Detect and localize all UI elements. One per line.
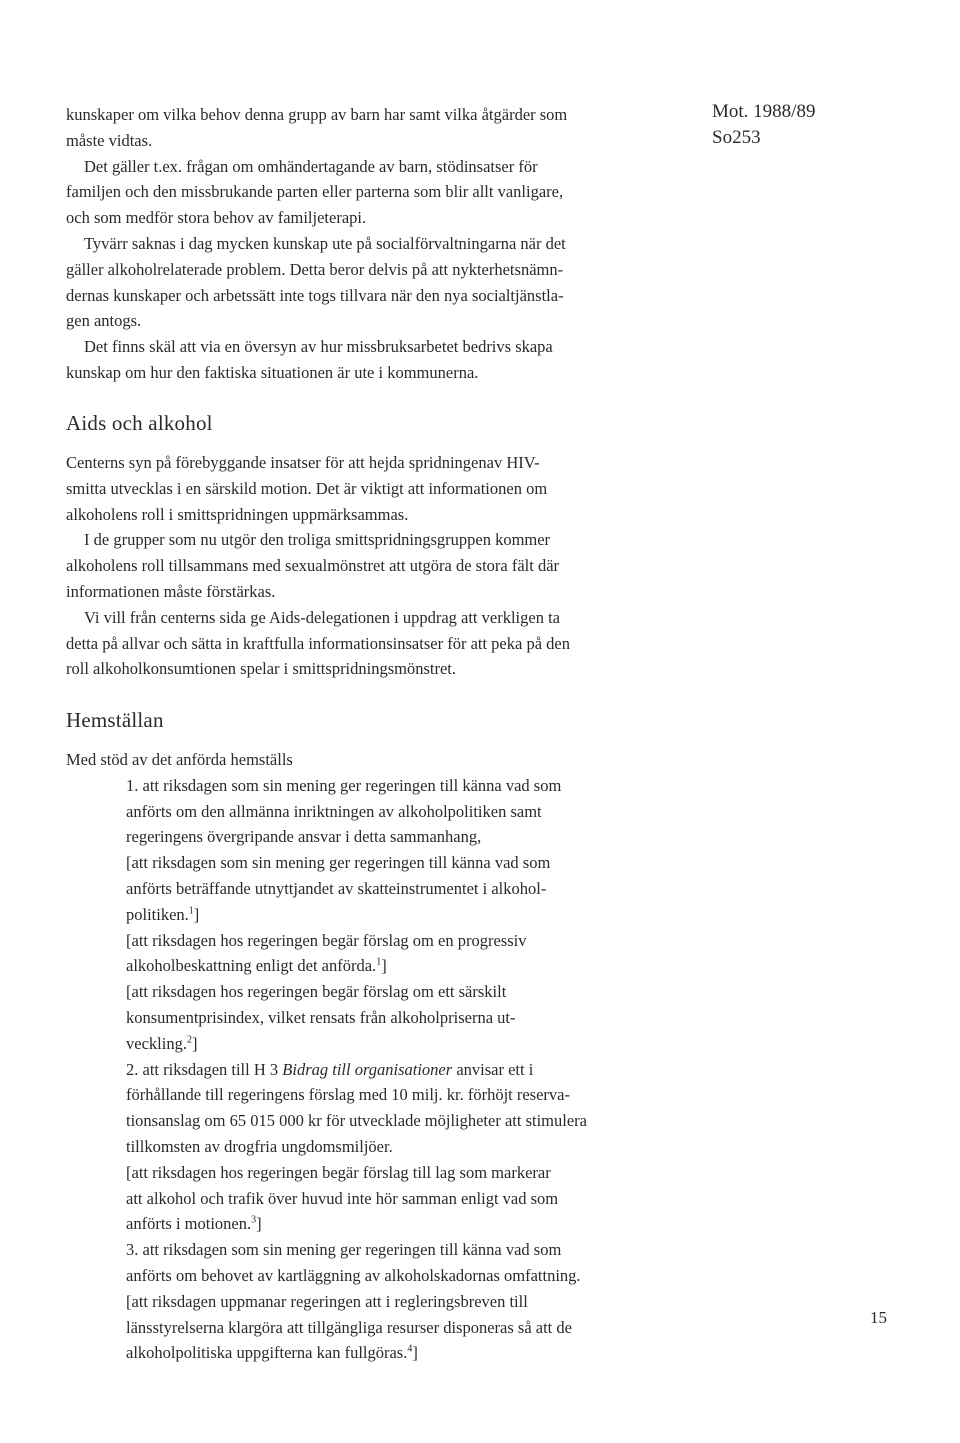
text-line: detta på allvar och sätta in kraftfulla informationsinsatser för att peka på den xyxy=(66,633,570,653)
hemstallan-intro: Med stöd av det anförda hemställs xyxy=(66,750,293,769)
hemstallan-section xyxy=(66,747,698,1366)
list-item: [att riksdagen hos regeringen begär förslag om en progressiv xyxy=(126,930,527,950)
list-item: 1. att riksdagen som sin mening ger regeringen till känna vad som xyxy=(126,775,562,795)
section-heading-hemstallan: Hemställan xyxy=(66,708,164,732)
text-line: gäller alkoholrelaterade problem. Detta beror delvis på att nykterhetsnämn- xyxy=(66,259,564,279)
text-line: anförts om behovet av kartläggning av alkoholskadornas omfattning. xyxy=(126,1265,581,1285)
list-item: [att riksdagen hos regeringen begär förslag till lag som markerar xyxy=(126,1162,551,1182)
text-line: Det gäller t.ex. frågan om omhändertagande av barn, stödinsatser för xyxy=(84,156,538,176)
text-line: alkoholens roll i smittspridningen uppmärksammas. xyxy=(66,504,409,524)
list-item: [att riksdagen som sin mening ger regeringen till känna vad som xyxy=(126,853,551,873)
text-line: anförts i motionen.$^3$] xyxy=(126,1214,262,1234)
committee-code: So253 xyxy=(712,127,761,148)
text-line: anförts om den allmänna inriktningen av alkoholpolitiken samt xyxy=(126,801,542,821)
text-line: roll alkoholkonsumtionen spelar i smittspridningsmönstret. xyxy=(66,659,457,679)
text-line: I de grupper som nu utgör den troliga smittspridningsgruppen kommer xyxy=(84,530,551,550)
text-line: alkoholbeskattning enligt det anförda.$^1$] xyxy=(126,956,387,976)
text-line: anförts beträffande utnyttjandet av skatteinstrumentet i alkohol- xyxy=(126,878,547,898)
text-line: smitta utvecklas i en särskild motion. Det är viktigt att informationen om xyxy=(66,478,548,498)
aids-section xyxy=(66,450,698,682)
text-line: informationen måste förstärkas. xyxy=(66,581,276,601)
page-number: 15 xyxy=(870,1308,887,1327)
text-line: familjen och den missbrukande parten eller parterna som blir allt vanligare, xyxy=(66,182,564,202)
text-line: tillkomsten av drogfria ungdomsmiljöer. xyxy=(126,1136,393,1156)
text-line: veckling.$^2$] xyxy=(126,1033,198,1053)
text-line: att alkohol och trafik över huvud inte hör samman enligt vad som xyxy=(126,1188,559,1208)
footnote-ref: 4 xyxy=(407,1343,413,1355)
text-line: Tyvärr saknas i dag mycken kunskap ute på socialförvaltningarna när det xyxy=(84,233,566,253)
text-line: alkoholens roll tillsammans med sexualmönstret att utgöra de stora fält där xyxy=(66,556,560,576)
text-line: kunskaper om vilka behov denna grupp av barn har samt vilka åtgärder som xyxy=(66,105,568,124)
motion-number: Mot. 1988/89 xyxy=(712,101,816,122)
text-line: Vi vill från centerns sida ge Aids-delegationen i uppdrag att verkligen ta xyxy=(84,607,560,627)
footnote-ref: 3 xyxy=(251,1214,257,1226)
text-line: konsumentprisindex, vilket rensats från alkoholpriserna ut- xyxy=(126,1007,516,1027)
intro-section xyxy=(66,102,698,386)
list-item: 2. att riksdagen till H 3 Bidrag till organisationer anvisar ett i xyxy=(126,1059,534,1079)
text-line: länsstyrelserna klargöra att tillgängliga resurser disponeras så att de xyxy=(126,1317,572,1337)
footnote-ref: 1 xyxy=(188,905,194,917)
footnote-ref: 1 xyxy=(376,956,382,968)
text-line: politiken.$^1$] xyxy=(126,904,200,924)
list-item: [att riksdagen hos regeringen begär förslag om ett särskilt xyxy=(126,982,507,1002)
text-line: Det finns skäl att via en översyn av hur missbruksarbetet bedrivs skapa xyxy=(84,337,553,357)
text-line: och som medför stora behov av familjeterapi. xyxy=(66,208,367,228)
list-item: [att riksdagen uppmanar regeringen att i regleringsbreven till xyxy=(126,1291,528,1311)
text-line: regeringens övergripande ansvar i detta sammanhang, xyxy=(126,827,482,847)
text-line: alkoholpolitiska uppgifterna kan fullgöras.$^4$] xyxy=(126,1343,418,1363)
text-line: kunskap om hur den faktiska situationen är ute i kommunerna. xyxy=(66,362,479,382)
text-line: förhållande till regeringens förslag med 10 milj. kr. förhöjt reserva- xyxy=(126,1085,570,1105)
footnote-ref: 2 xyxy=(186,1034,192,1046)
text-line: tionsanslag om 65 015 000 kr för utvecklade möjligheter att stimulera xyxy=(126,1111,587,1131)
list-item: 3. att riksdagen som sin mening ger regeringen till känna vad som xyxy=(126,1240,562,1260)
section-heading-aids: Aids och alkohol xyxy=(66,411,213,435)
margin-reference xyxy=(712,99,815,151)
text-line: dernas kunskaper och arbetssätt inte togs tillvara när den nya socialtjänstla- xyxy=(66,285,564,305)
text-line: Centerns syn på förebyggande insatser för att hejda spridningenav HIV- xyxy=(66,453,540,472)
text-line: gen antogs. xyxy=(66,311,142,331)
text-line: måste vidtas. xyxy=(66,130,153,150)
